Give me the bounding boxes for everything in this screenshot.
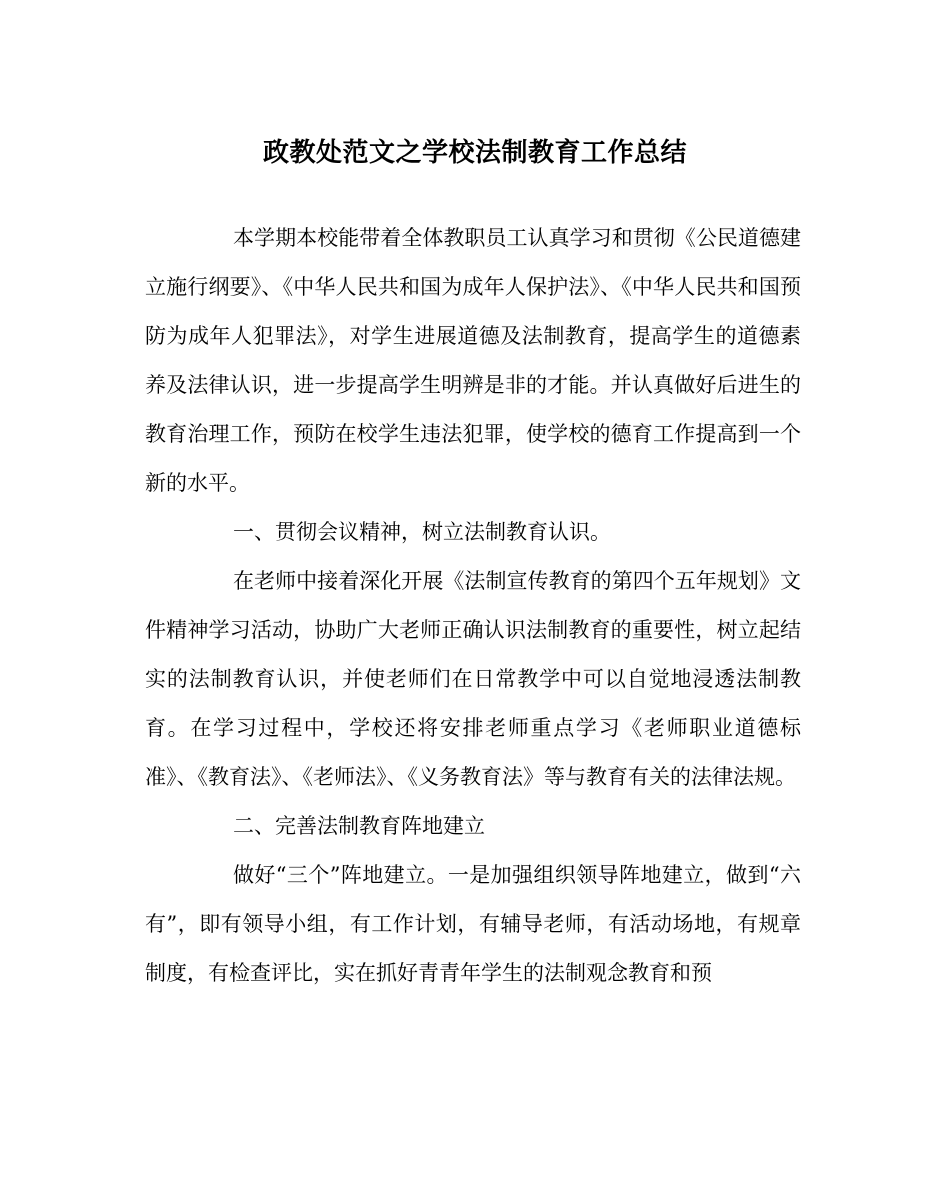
document-title: 政教处范文之学校法制教育工作总结 [262,138,687,168]
section-heading-1: 一、贯彻会议精神，树立法制教育认识。 [233,520,611,544]
paragraph-intro: 本学期本校能带着全体教职员工认真学习和贯彻《公民道德建立施行纲要》、《中华人民共和国为成年人保护法》、《中华人民共和国预防为成年人犯罪法》，对学生进展道德及法制教育，提高学生的道德素养及法律认识，进一步提高学生明辨是非的才能。并认真做好后进生的教育治理工作，预防在校学生违法犯罪，使学校的德育工作提高到一个新的水平。 [145,226,801,495]
paragraph-section-1: 在老师中接着深化开展《法制宣传教育的第四个五年规划》文件精神学习活动，协助广大老师正确认识法制教育的重要性，树立起结实的法制教育认识，并使老师们在日常教学中可以自觉地浸透法制教育。在学习过程中，学校还将安排老师重点学习《老师职业道德标准》、《教育法》、《老师法》、《义务教育法》等与教育有关的法律法规。 [145,569,801,789]
section-heading-2: 二、完善法制教育阵地建立 [233,814,485,838]
document-body [145,214,801,998]
paragraph-section-2: 做好“三个”阵地建立。一是加强组织领导阵地建立，做到“六有”，即有领导小组，有工作计划，有辅导老师，有活动场地，有规章制度，有检查评比，实在抓好青青年学生的法制观念教育和预 [145,863,801,985]
